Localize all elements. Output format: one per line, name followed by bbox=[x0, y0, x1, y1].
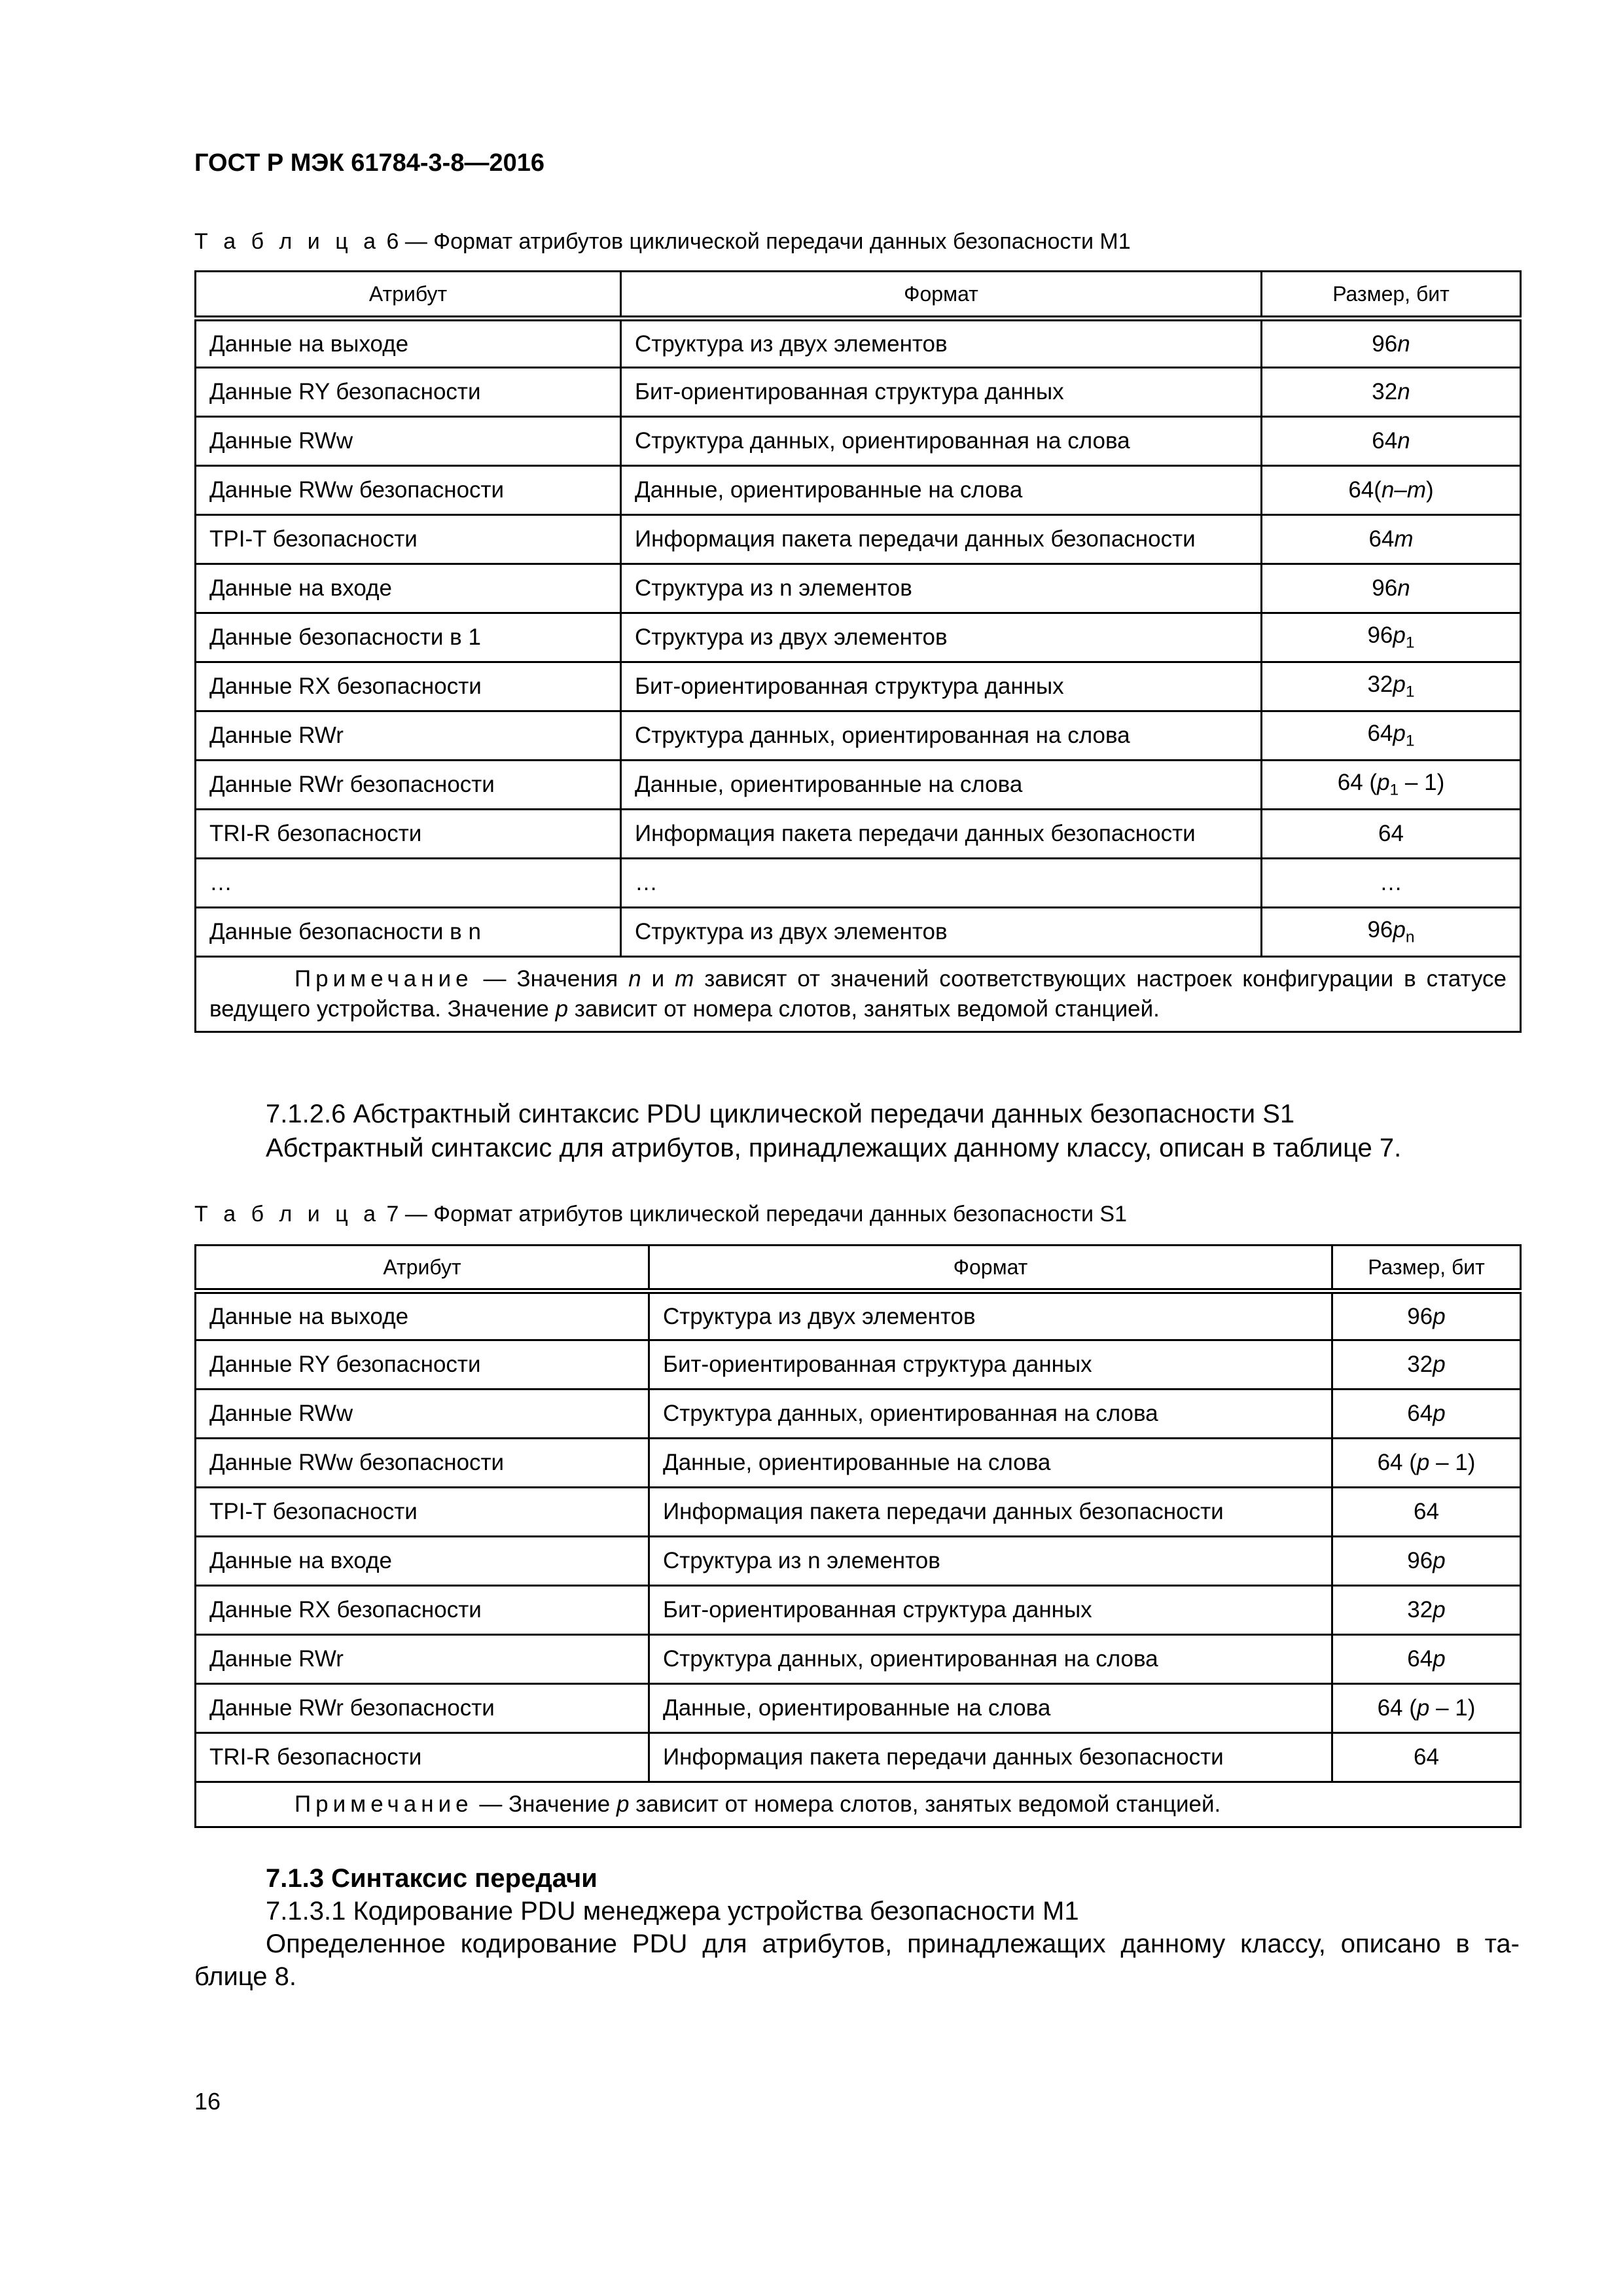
table-row bbox=[196, 613, 1521, 662]
note-row bbox=[196, 957, 1521, 1032]
format-cell: Структура из n элементов bbox=[649, 1537, 1332, 1586]
text-fragment: n–m bbox=[1381, 477, 1427, 503]
text-fragment: 96 bbox=[1407, 1548, 1433, 1573]
format-cell: Структура из двух элементов bbox=[621, 613, 1262, 662]
format-cell: Структура из двух элементов bbox=[621, 908, 1262, 957]
table7-caption bbox=[194, 1202, 1127, 1227]
section-7126-text: Абстрактный синтаксис для атрибутов, принадлежащих данному классу, описан в таблице 7. bbox=[266, 1134, 1402, 1162]
attribute-cell: Данные безопасности в 1 bbox=[196, 613, 621, 662]
table-row bbox=[196, 1488, 1521, 1537]
table-row bbox=[196, 515, 1521, 564]
column-header-format: Формат bbox=[621, 272, 1262, 319]
text-fragment: 96 bbox=[1407, 1303, 1433, 1329]
table-row bbox=[196, 1586, 1521, 1635]
table-row bbox=[196, 810, 1521, 859]
table-note bbox=[196, 957, 1521, 1032]
text-fragment: ) bbox=[1426, 477, 1434, 503]
text-fragment: 96 bbox=[1367, 622, 1393, 649]
attribute-cell: Данные RWr безопасности bbox=[196, 1684, 649, 1733]
table-row bbox=[196, 1537, 1521, 1586]
table-row bbox=[196, 1684, 1521, 1733]
text-fragment: 96 bbox=[1372, 575, 1398, 601]
size-cell bbox=[1262, 417, 1521, 466]
text-fragment: 1 bbox=[1405, 732, 1415, 750]
table-row bbox=[196, 1733, 1521, 1782]
text-fragment: … bbox=[1380, 870, 1402, 895]
text-fragment: 64 bbox=[1407, 1401, 1433, 1426]
size-cell bbox=[1262, 368, 1521, 417]
text-fragment: m bbox=[675, 966, 694, 992]
text-fragment: зависит от номера слотов, занятых ведомой станцией. bbox=[568, 996, 1160, 1022]
text-fragment: — Значения bbox=[473, 966, 629, 992]
format-cell: Информация пакета передачи данных безопасности bbox=[621, 515, 1262, 564]
format-cell: Структура из двух элементов bbox=[621, 319, 1262, 368]
text-fragment: — Значение bbox=[473, 1791, 616, 1817]
attribute-cell: TPI-T безопасности bbox=[196, 515, 621, 564]
attribute-cell: Данные RWw bbox=[196, 1390, 649, 1439]
text-fragment: Примечание bbox=[294, 966, 473, 992]
size-cell bbox=[1262, 613, 1521, 662]
attribute-cell: Данные на выходе bbox=[196, 319, 621, 368]
text-fragment: 1 bbox=[1405, 634, 1415, 652]
caption-prefix: Т а б л и ц а bbox=[194, 1202, 381, 1227]
table-row bbox=[196, 1439, 1521, 1488]
size-cell bbox=[1262, 515, 1521, 564]
table-row bbox=[196, 662, 1521, 711]
text-fragment: зависит от номера слотов, занятых ведомой станцией. bbox=[629, 1791, 1221, 1817]
text-fragment: и bbox=[641, 966, 675, 992]
table-row bbox=[196, 908, 1521, 957]
attribute-cell: TRI-R безопасности bbox=[196, 1733, 649, 1782]
table-row bbox=[196, 564, 1521, 613]
table-row bbox=[196, 859, 1521, 908]
attribute-cell: Данные на выходе bbox=[196, 1291, 649, 1340]
attribute-cell: Данные RWw безопасности bbox=[196, 1439, 649, 1488]
format-cell: Информация пакета передачи данных безопасности bbox=[649, 1733, 1332, 1782]
format-cell: Данные, ориентированные на слова bbox=[649, 1684, 1332, 1733]
text-fragment: n bbox=[628, 966, 641, 992]
text-fragment: 1 bbox=[1389, 781, 1399, 799]
attribute-cell: Данные RWr bbox=[196, 711, 621, 761]
table-row bbox=[196, 711, 1521, 761]
caption-text: 6 — Формат атрибутов циклической передачи данных безопасности М1 bbox=[380, 229, 1131, 254]
format-cell: Информация пакета передачи данных безопасности bbox=[649, 1488, 1332, 1537]
attribute-cell: … bbox=[196, 859, 621, 908]
size-cell bbox=[1262, 466, 1521, 515]
attribute-cell: Данные RX безопасности bbox=[196, 1586, 649, 1635]
text-fragment: p bbox=[1377, 770, 1390, 796]
text-fragment: n bbox=[1397, 379, 1410, 404]
caption-prefix: Т а б л и ц а bbox=[194, 229, 381, 254]
text-fragment: p bbox=[1393, 721, 1406, 747]
format-cell: Бит-ориентированная структура данных bbox=[621, 368, 1262, 417]
text-fragment: p bbox=[1393, 622, 1406, 649]
size-cell bbox=[1262, 711, 1521, 761]
text-fragment: 64 bbox=[1407, 1646, 1433, 1672]
size-cell bbox=[1262, 810, 1521, 859]
table-row bbox=[196, 319, 1521, 368]
format-cell: Данные, ориентированные на слова bbox=[649, 1439, 1332, 1488]
format-cell: Структура из двух элементов bbox=[649, 1291, 1332, 1340]
text-fragment: 96 bbox=[1367, 917, 1393, 943]
note-row bbox=[196, 1782, 1521, 1827]
format-cell: … bbox=[621, 859, 1262, 908]
size-cell bbox=[1332, 1586, 1521, 1635]
size-cell bbox=[1262, 859, 1521, 908]
text-fragment: 64 bbox=[1367, 721, 1393, 747]
size-cell bbox=[1332, 1291, 1521, 1340]
attribute-cell: Данные RWw безопасности bbox=[196, 466, 621, 515]
text-fragment: 32 bbox=[1372, 379, 1398, 404]
text-fragment: n bbox=[1397, 428, 1410, 454]
table6 bbox=[194, 270, 1522, 1033]
size-cell bbox=[1262, 319, 1521, 368]
attribute-cell: Данные RY безопасности bbox=[196, 1340, 649, 1390]
text-fragment: p bbox=[616, 1791, 630, 1817]
attribute-cell: Данные RY безопасности bbox=[196, 368, 621, 417]
size-cell bbox=[1332, 1684, 1521, 1733]
text-fragment: 64 bbox=[1378, 821, 1404, 846]
text-fragment: p bbox=[1433, 1401, 1446, 1426]
format-cell: Данные, ориентированные на слова bbox=[621, 761, 1262, 810]
table-row bbox=[196, 761, 1521, 810]
size-cell bbox=[1262, 662, 1521, 711]
section-7131-heading: 7.1.3.1 Кодирование PDU менеджера устройства безопасности М1 bbox=[266, 1897, 1079, 1926]
size-cell bbox=[1332, 1488, 1521, 1537]
text-fragment: n bbox=[1397, 575, 1410, 601]
text-fragment: m bbox=[1394, 526, 1414, 552]
text-fragment: p bbox=[1433, 1646, 1446, 1672]
size-cell bbox=[1332, 1390, 1521, 1439]
attribute-cell: Данные RWw bbox=[196, 417, 621, 466]
column-header-attribute: Атрибут bbox=[196, 272, 621, 319]
text-fragment: p bbox=[1416, 1695, 1430, 1721]
table-row bbox=[196, 466, 1521, 515]
text-fragment: p bbox=[1433, 1597, 1446, 1623]
text-fragment: зависят от значений соответствующих настроек конфигурации в статусе ведущего устройства. Значение bbox=[209, 966, 1507, 1022]
size-cell bbox=[1332, 1733, 1521, 1782]
format-cell: Структура из n элементов bbox=[621, 564, 1262, 613]
text-fragment: p bbox=[1393, 672, 1406, 698]
attribute-cell: TPI-T безопасности bbox=[196, 1488, 649, 1537]
text-fragment: 64 bbox=[1368, 526, 1395, 552]
text-fragment: Примечание bbox=[294, 1791, 473, 1817]
format-cell: Бит-ориентированная структура данных bbox=[621, 662, 1262, 711]
format-cell: Данные, ориентированные на слова bbox=[621, 466, 1262, 515]
table-row bbox=[196, 368, 1521, 417]
attribute-cell: Данные RWr безопасности bbox=[196, 761, 621, 810]
text-fragment: 64 bbox=[1372, 428, 1398, 454]
column-header-format: Формат bbox=[649, 1246, 1332, 1291]
table-note bbox=[196, 1782, 1521, 1827]
text-fragment: p bbox=[1393, 917, 1406, 943]
text-fragment: 32 bbox=[1407, 1352, 1433, 1377]
section-713-text-line2: блице 8. bbox=[194, 1962, 296, 1991]
text-fragment: 64 ( bbox=[1337, 770, 1378, 796]
section-713-text-line1: Определенное кодирование PDU для атрибутов, принадлежащих данному классу, описано в та- bbox=[266, 1929, 1520, 1958]
size-cell bbox=[1332, 1439, 1521, 1488]
column-header-size: Размер, бит bbox=[1332, 1246, 1521, 1291]
table6-caption bbox=[194, 229, 1131, 255]
format-cell: Структура данных, ориентированная на слова bbox=[621, 711, 1262, 761]
column-header-attribute: Атрибут bbox=[196, 1246, 649, 1291]
size-cell bbox=[1332, 1635, 1521, 1684]
table-row bbox=[196, 1340, 1521, 1390]
text-fragment: n bbox=[1397, 331, 1410, 357]
size-cell bbox=[1332, 1340, 1521, 1390]
format-cell: Бит-ориентированная структура данных bbox=[649, 1586, 1332, 1635]
text-fragment: – 1) bbox=[1429, 1450, 1476, 1475]
text-fragment: – 1) bbox=[1429, 1695, 1476, 1721]
column-header-size: Размер, бит bbox=[1262, 272, 1521, 319]
table-row bbox=[196, 1635, 1521, 1684]
text-fragment: 32 bbox=[1367, 672, 1393, 698]
size-cell bbox=[1332, 1537, 1521, 1586]
text-fragment: n bbox=[1405, 928, 1415, 946]
text-fragment: p bbox=[555, 996, 569, 1022]
format-cell: Структура данных, ориентированная на слова bbox=[621, 417, 1262, 466]
size-cell bbox=[1262, 564, 1521, 613]
section-7126-heading: 7.1.2.6 Абстрактный синтаксис PDU циклической передачи данных безопасности S1 bbox=[266, 1100, 1295, 1128]
table-row bbox=[196, 417, 1521, 466]
text-fragment: 64( bbox=[1348, 477, 1382, 503]
format-cell: Структура данных, ориентированная на слова bbox=[649, 1635, 1332, 1684]
attribute-cell: Данные безопасности в n bbox=[196, 908, 621, 957]
caption-text: 7 — Формат атрибутов циклической передачи данных безопасности S1 bbox=[380, 1202, 1127, 1227]
text-fragment: 32 bbox=[1407, 1597, 1433, 1623]
attribute-cell: Данные RWr bbox=[196, 1635, 649, 1684]
text-fragment: 64 bbox=[1414, 1499, 1439, 1524]
format-cell: Информация пакета передачи данных безопасности bbox=[621, 810, 1262, 859]
text-fragment: 64 ( bbox=[1377, 1695, 1417, 1721]
text-fragment: p bbox=[1416, 1450, 1430, 1475]
format-cell: Структура данных, ориентированная на слова bbox=[649, 1390, 1332, 1439]
table-row bbox=[196, 1291, 1521, 1340]
page-number: 16 bbox=[194, 2088, 221, 2115]
attribute-cell: Данные на входе bbox=[196, 564, 621, 613]
text-fragment: 64 ( bbox=[1377, 1450, 1417, 1475]
format-cell: Бит-ориентированная структура данных bbox=[649, 1340, 1332, 1390]
size-cell bbox=[1262, 908, 1521, 957]
size-cell bbox=[1262, 761, 1521, 810]
attribute-cell: Данные на входе bbox=[196, 1537, 649, 1586]
text-fragment: p bbox=[1433, 1303, 1446, 1329]
document-title: ГОСТ Р МЭК 61784-3-8—2016 bbox=[194, 149, 544, 177]
table-row bbox=[196, 1390, 1521, 1439]
attribute-cell: Данные RX безопасности bbox=[196, 662, 621, 711]
section-713-heading: 7.1.3 Синтаксис передачи bbox=[266, 1864, 597, 1893]
text-fragment: p bbox=[1433, 1548, 1446, 1573]
text-fragment: 96 bbox=[1372, 331, 1398, 357]
attribute-cell: TRI-R безопасности bbox=[196, 810, 621, 859]
table7 bbox=[194, 1244, 1522, 1828]
text-fragment: p bbox=[1433, 1352, 1446, 1377]
text-fragment: 1 bbox=[1405, 683, 1415, 701]
text-fragment: 64 bbox=[1414, 1744, 1439, 1770]
text-fragment: – 1) bbox=[1399, 770, 1445, 796]
